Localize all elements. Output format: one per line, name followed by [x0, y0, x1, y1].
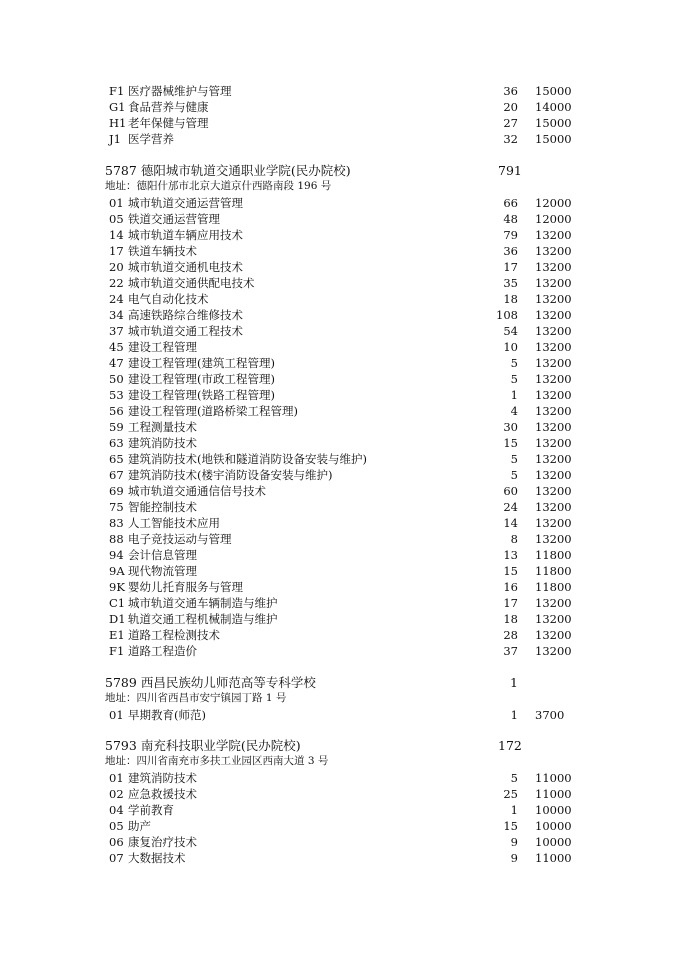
program-fee: 13200	[535, 372, 572, 386]
program-name: 老年保健与管理	[128, 116, 209, 130]
program-name: 康复治疗技术	[128, 835, 197, 849]
program-code: 59	[109, 420, 124, 434]
program-row	[105, 355, 575, 371]
program-count: 5	[510, 452, 518, 466]
program-count: 36	[503, 84, 518, 98]
program-name: 建设工程管理(铁路工程管理)	[128, 388, 275, 402]
program-name: 铁道车辆技术	[128, 244, 197, 258]
program-code: 37	[109, 324, 124, 338]
program-row	[105, 131, 575, 147]
program-row	[105, 499, 575, 515]
program-fee: 13200	[535, 308, 572, 322]
program-name: 建筑消防技术(楼宇消防设备安装与维护)	[128, 468, 333, 482]
program-fee: 13200	[535, 340, 572, 354]
program-fee: 11000	[535, 851, 572, 865]
program-fee: 13200	[535, 452, 572, 466]
program-code: 9A	[109, 564, 125, 578]
program-code: 24	[109, 292, 124, 306]
program-fee: 13200	[535, 500, 572, 514]
program-row	[105, 818, 575, 834]
program-fee: 11800	[535, 548, 572, 562]
program-row	[105, 802, 575, 818]
program-fee: 11000	[535, 787, 572, 801]
program-count: 16	[503, 580, 518, 594]
program-row	[105, 595, 575, 611]
program-count: 15	[503, 436, 518, 450]
program-fee: 10000	[535, 835, 572, 849]
program-count: 17	[503, 596, 518, 610]
program-row	[105, 115, 575, 131]
program-row	[105, 307, 575, 323]
program-code: 63	[109, 436, 124, 450]
program-count: 48	[503, 212, 518, 226]
program-count: 9	[510, 835, 518, 849]
program-code: 69	[109, 484, 124, 498]
program-name: 大数据技术	[128, 851, 186, 865]
program-name: 建设工程管理(建筑工程管理)	[128, 356, 275, 370]
program-name: 婴幼儿托育服务与管理	[128, 580, 243, 594]
program-row	[105, 563, 575, 579]
program-name: 建设工程管理(市政工程管理)	[128, 372, 275, 386]
program-code: D1	[109, 612, 126, 626]
program-code: 67	[109, 468, 124, 482]
program-code: 56	[109, 404, 124, 418]
program-name: 城市轨道交通工程技术	[128, 324, 243, 338]
program-row	[105, 643, 575, 659]
program-row	[105, 435, 575, 451]
program-code: 04	[109, 803, 124, 817]
program-row	[105, 627, 575, 643]
program-row	[105, 467, 575, 483]
school-total: 1	[510, 675, 518, 690]
program-name: 城市轨道交通供配电技术	[128, 276, 255, 290]
program-count: 54	[503, 324, 518, 338]
program-fee: 13200	[535, 628, 572, 642]
program-row	[105, 323, 575, 339]
program-fee: 13200	[535, 404, 572, 418]
program-count: 4	[510, 404, 518, 418]
program-code: 07	[109, 851, 124, 865]
program-code: J1	[109, 132, 121, 146]
program-name: 电气自动化技术	[128, 292, 209, 306]
program-fee: 15000	[535, 84, 572, 98]
program-count: 60	[503, 484, 518, 498]
program-row	[105, 611, 575, 627]
program-name: 现代物流管理	[128, 564, 197, 578]
program-code: 75	[109, 500, 124, 514]
school-heading	[105, 674, 316, 692]
program-code: 88	[109, 532, 124, 546]
program-name: 轨道交通工程机械制造与维护	[128, 612, 278, 626]
program-count: 1	[510, 803, 518, 817]
program-name: 城市轨道车辆应用技术	[128, 228, 243, 242]
program-name: 城市轨道交通车辆制造与维护	[128, 596, 278, 610]
program-fee: 13200	[535, 228, 572, 242]
program-name: 智能控制技术	[128, 500, 197, 514]
program-count: 37	[503, 644, 518, 658]
program-count: 66	[503, 196, 518, 210]
program-fee: 13200	[535, 244, 572, 258]
program-code: 22	[109, 276, 124, 290]
program-count: 28	[503, 628, 518, 642]
program-code: 83	[109, 516, 124, 530]
program-row	[105, 419, 575, 435]
program-count: 8	[510, 532, 518, 546]
program-name: 电子竞技运动与管理	[128, 532, 232, 546]
program-row	[105, 339, 575, 355]
program-count: 108	[496, 308, 518, 322]
program-count: 10	[503, 340, 518, 354]
program-code: 20	[109, 260, 124, 274]
school-id: 5789	[105, 675, 137, 690]
program-code: 01	[109, 771, 124, 785]
program-fee: 13200	[535, 644, 572, 658]
program-code: 02	[109, 787, 124, 801]
program-count: 20	[503, 100, 518, 114]
program-row	[105, 707, 575, 723]
program-row	[105, 547, 575, 563]
program-count: 1	[510, 388, 518, 402]
program-row	[105, 451, 575, 467]
program-row	[105, 786, 575, 802]
program-code: G1	[109, 100, 126, 114]
program-name: 建设工程管理	[128, 340, 197, 354]
program-count: 32	[503, 132, 518, 146]
program-count: 5	[510, 372, 518, 386]
program-row	[105, 371, 575, 387]
program-name: 工程测量技术	[128, 420, 197, 434]
program-name: 建筑消防技术	[128, 436, 197, 450]
program-fee: 13200	[535, 484, 572, 498]
program-code: 47	[109, 356, 124, 370]
program-row	[105, 275, 575, 291]
program-code: 17	[109, 244, 124, 258]
program-name: 城市轨道交通机电技术	[128, 260, 243, 274]
program-row	[105, 243, 575, 259]
program-code: H1	[109, 116, 127, 130]
program-code: 50	[109, 372, 124, 386]
program-fee: 3700	[535, 708, 565, 722]
program-code: F1	[109, 84, 125, 98]
school-heading	[105, 162, 351, 180]
program-code: 45	[109, 340, 124, 354]
school-address: 地址：四川省南充市多扶工业园区西南大道 3 号	[105, 755, 329, 767]
program-name: 道路工程检测技术	[128, 628, 220, 642]
program-fee: 13200	[535, 612, 572, 626]
program-name: 铁道交通运营管理	[128, 212, 220, 226]
program-code: 9K	[109, 580, 125, 594]
program-count: 25	[503, 787, 518, 801]
program-name: 道路工程造价	[128, 644, 197, 658]
program-row	[105, 515, 575, 531]
program-count: 18	[503, 292, 518, 306]
program-count: 13	[503, 548, 518, 562]
program-row	[105, 770, 575, 786]
program-fee: 11800	[535, 564, 572, 578]
program-name: 建筑消防技术(地铁和隧道消防设备安装与维护)	[128, 452, 367, 466]
program-code: 05	[109, 212, 124, 226]
program-row	[105, 531, 575, 547]
program-fee: 13200	[535, 388, 572, 402]
program-row	[105, 850, 575, 866]
school-total: 172	[498, 738, 522, 753]
program-fee: 13200	[535, 468, 572, 482]
program-code: 01	[109, 708, 124, 722]
program-row	[105, 579, 575, 595]
program-count: 35	[503, 276, 518, 290]
program-name: 医疗器械维护与管理	[128, 84, 232, 98]
program-fee: 13200	[535, 420, 572, 434]
school-total: 791	[498, 163, 522, 178]
program-fee: 13200	[535, 532, 572, 546]
program-row	[105, 403, 575, 419]
school-id: 5793	[105, 738, 137, 753]
school-name: 德阳城市轨道交通职业学院(民办院校)	[140, 163, 351, 178]
program-count: 5	[510, 356, 518, 370]
program-fee: 13200	[535, 276, 572, 290]
program-name: 城市轨道交通通信信号技术	[128, 484, 266, 498]
program-fee: 13200	[535, 324, 572, 338]
program-row	[105, 834, 575, 850]
program-fee: 13200	[535, 292, 572, 306]
program-code: 06	[109, 835, 124, 849]
program-name: 助产	[128, 819, 151, 833]
program-code: 65	[109, 452, 124, 466]
program-count: 30	[503, 420, 518, 434]
program-fee: 13200	[535, 356, 572, 370]
program-fee: 13200	[535, 596, 572, 610]
program-fee: 12000	[535, 212, 572, 226]
program-name: 应急救援技术	[128, 787, 197, 801]
school-heading	[105, 737, 301, 755]
program-fee: 13200	[535, 516, 572, 530]
program-code: 34	[109, 308, 124, 322]
program-code: 05	[109, 819, 124, 833]
program-fee: 10000	[535, 819, 572, 833]
program-count: 1	[510, 708, 518, 722]
school-address: 地址：德阳什邡市北京大道京什西路南段 196 号	[105, 180, 332, 192]
program-name: 会计信息管理	[128, 548, 197, 562]
program-fee: 11000	[535, 771, 572, 785]
program-fee: 15000	[535, 132, 572, 146]
program-row	[105, 83, 575, 99]
program-count: 15	[503, 564, 518, 578]
program-count: 27	[503, 116, 518, 130]
program-code: 53	[109, 388, 124, 402]
program-name: 高速铁路综合维修技术	[128, 308, 243, 322]
program-name: 建筑消防技术	[128, 771, 197, 785]
program-row	[105, 387, 575, 403]
school-name: 西昌民族幼儿师范高等专科学校	[140, 675, 316, 690]
program-count: 18	[503, 612, 518, 626]
program-code: 14	[109, 228, 124, 242]
program-row	[105, 195, 575, 211]
program-code: 94	[109, 548, 124, 562]
program-count: 9	[510, 851, 518, 865]
program-name: 建设工程管理(道路桥梁工程管理)	[128, 404, 298, 418]
program-code: 01	[109, 196, 124, 210]
program-row	[105, 291, 575, 307]
program-count: 5	[510, 771, 518, 785]
program-fee: 14000	[535, 100, 572, 114]
program-count: 17	[503, 260, 518, 274]
program-row	[105, 483, 575, 499]
program-code: E1	[109, 628, 125, 642]
program-name: 人工智能技术应用	[128, 516, 220, 530]
program-fee: 15000	[535, 116, 572, 130]
program-count: 79	[503, 228, 518, 242]
school-id: 5787	[105, 163, 137, 178]
program-fee: 10000	[535, 803, 572, 817]
program-name: 学前教育	[128, 803, 174, 817]
program-code: C1	[109, 596, 126, 610]
program-count: 5	[510, 468, 518, 482]
school-name: 南充科技职业学院(民办院校)	[140, 738, 301, 753]
program-count: 15	[503, 819, 518, 833]
program-name: 食品营养与健康	[128, 100, 209, 114]
program-count: 14	[503, 516, 518, 530]
program-name: 早期教育(师范)	[128, 708, 206, 722]
program-fee: 13200	[535, 260, 572, 274]
program-name: 城市轨道交通运营管理	[128, 196, 243, 210]
program-fee: 12000	[535, 196, 572, 210]
program-name: 医学营养	[128, 132, 174, 146]
program-row	[105, 227, 575, 243]
school-address: 地址：四川省西昌市安宁镇园丁路 1 号	[105, 692, 287, 704]
program-code: F1	[109, 644, 125, 658]
program-row	[105, 211, 575, 227]
program-row	[105, 259, 575, 275]
program-count: 36	[503, 244, 518, 258]
program-row	[105, 99, 575, 115]
program-fee: 13200	[535, 436, 572, 450]
program-count: 24	[503, 500, 518, 514]
program-fee: 11800	[535, 580, 572, 594]
